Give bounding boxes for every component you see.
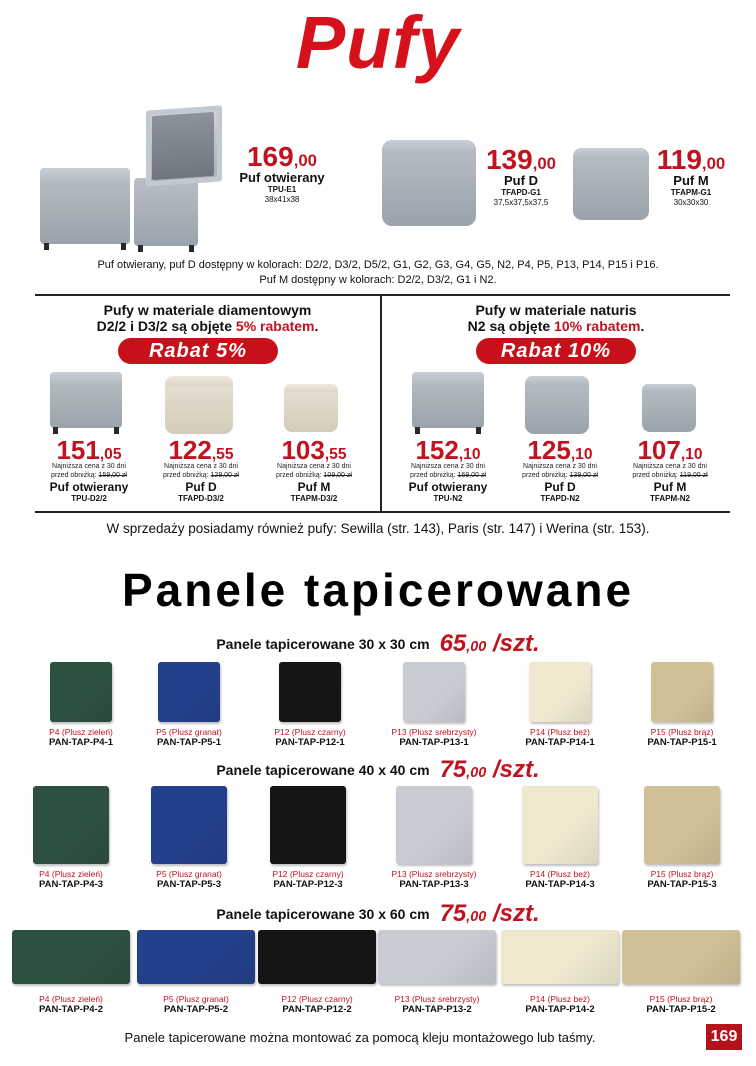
product-name: Puf M (653, 479, 687, 494)
panel-color-name: P15 (Plusz brąz) (650, 869, 714, 879)
price: 139,00 (485, 144, 557, 175)
price: 75,00 /szt. (439, 900, 540, 927)
panel-swatch (158, 662, 220, 722)
product-code: TPU-E1 (267, 185, 297, 195)
panel-caption (136, 994, 256, 1016)
product-name: Puf M (673, 173, 709, 188)
page-number: 169 (706, 1024, 742, 1050)
panel-swatch (258, 930, 376, 984)
lowest-price-note: Najniższa cena z 30 dni przed obniżką: 119,00 zł (632, 463, 708, 479)
panel-size-label: Panele tapicerowane 40 x 40 cm (216, 762, 430, 778)
panel-code: PAN-TAP-P14-1 (525, 737, 595, 749)
panel-swatch (33, 786, 109, 864)
panel-size-header (0, 902, 756, 926)
panel-color-name: P13 (Plusz srebrzysty) (391, 727, 477, 737)
sale-item (145, 437, 257, 503)
panel-caption (621, 994, 741, 1016)
product-name: Puf otwierany (408, 479, 488, 494)
panel-swatch (50, 662, 112, 722)
panel-color-name: P15 (Plusz brąz) (650, 727, 714, 737)
panel-caption (21, 727, 141, 749)
price: 152,10 (415, 435, 481, 465)
panel-code: PAN-TAP-P5-3 (156, 879, 222, 891)
panel-swatch (403, 662, 465, 722)
panel-code: PAN-TAP-P12-1 (275, 737, 345, 749)
divider (35, 294, 730, 296)
discount-badge: Rabat 5% (118, 338, 278, 364)
lowest-price-note: Najniższa cena z 30 dni przed obniżką: 169,00 zł (410, 463, 486, 479)
product-dimensions: 38x41x38 (264, 194, 300, 204)
panel-code: PAN-TAP-P15-2 (646, 1004, 716, 1016)
promo-heading-line: D2/2 i D3/2 są objęte 5% rabatem. (96, 318, 319, 335)
pouf-image (50, 372, 122, 428)
product-name: Puf otwierany (49, 479, 129, 494)
panel-swatch (501, 930, 619, 984)
footer-note: Panele tapicerowane można montować za pomocą kleju montażowego lub taśmy. (124, 1030, 596, 1045)
panel-caption (374, 727, 494, 749)
promo-heading-line: N2 są objęte 10% rabatem. (467, 318, 645, 335)
promo-heading (382, 302, 730, 334)
product-code: TPU-D2/2 (71, 493, 107, 503)
pouf-open-image (134, 178, 198, 246)
panel-caption (129, 869, 249, 891)
panel-color-name: P4 (Plusz zieleń) (39, 869, 103, 879)
panel-code: PAN-TAP-P13-1 (399, 737, 469, 749)
panel-code: PAN-TAP-P4-1 (48, 737, 114, 749)
panel-color-name: P12 (Plusz czarny) (272, 869, 344, 879)
panel-caption (250, 727, 370, 749)
panel-caption (500, 727, 620, 749)
panel-swatch (270, 786, 346, 864)
panel-code: PAN-TAP-P4-2 (38, 1004, 104, 1016)
panel-color-name: P15 (Plusz brąz) (649, 994, 713, 1004)
pouf-image (412, 372, 484, 428)
discount-badge: Rabat 10% (476, 338, 636, 364)
colors-info (0, 258, 756, 288)
lowest-price-note: Najniższa cena z 30 dni przed obniżką: 129,00 zł (163, 463, 239, 479)
product-code: TFAPM-N2 (650, 493, 690, 503)
pouf-image (382, 140, 476, 226)
colors-info-line: Puf otwierany, puf D dostępny w kolorach: D2/2, D3/2, D5/2, G1, G2, G3, G4, G5, N2, P4, P5, P13, P14, P15 i P16. (97, 259, 659, 271)
panel-color-name: P13 (Plusz srebrzysty) (391, 869, 477, 879)
panel-color-name: P14 (Plusz beż) (530, 869, 590, 879)
divider (35, 511, 730, 513)
price: 75,00 /szt. (439, 756, 540, 783)
panel-color-name: P12 (Plusz czarny) (281, 994, 353, 1004)
product-dimensions: 37,5x37,5x37,5 (493, 197, 549, 207)
pouf-interior-image (152, 112, 214, 180)
pouf-image (165, 376, 233, 434)
panel-swatch (378, 930, 496, 984)
panel-color-name: P4 (Plusz zieleń) (39, 994, 103, 1004)
panel-swatch (651, 662, 713, 722)
sale-item (504, 437, 616, 503)
product-info (476, 146, 566, 207)
panel-swatch (279, 662, 341, 722)
panel-caption (129, 727, 249, 749)
sale-item (34, 437, 144, 503)
panel-color-name: P5 (Plusz granat) (156, 869, 222, 879)
lowest-price-note: Najniższa cena z 30 dni przed obniżką: 159,00 zł (51, 463, 127, 479)
panel-caption (257, 994, 377, 1016)
panel-caption (374, 869, 494, 891)
promo-heading (35, 302, 380, 334)
panel-code: PAN-TAP-P15-1 (647, 737, 717, 749)
price: 107,10 (637, 435, 703, 465)
panel-code: PAN-TAP-P5-1 (156, 737, 222, 749)
product-name: Puf D (185, 479, 217, 494)
pouf-image (573, 148, 649, 220)
panel-code: PAN-TAP-P15-3 (647, 879, 717, 891)
pouf-image (284, 384, 338, 432)
panel-swatch (529, 662, 591, 722)
panel-size-header (0, 758, 756, 782)
price: 151,05 (56, 435, 122, 465)
promo-heading-line: Pufy w materiale naturis (475, 302, 637, 318)
panel-caption (622, 727, 742, 749)
panel-color-name: P12 (Plusz czarny) (274, 727, 346, 737)
panel-code: PAN-TAP-P12-2 (282, 1004, 352, 1016)
panel-caption (500, 994, 620, 1016)
panel-code: PAN-TAP-P14-2 (525, 1004, 595, 1016)
panel-swatch (151, 786, 227, 864)
panel-code: PAN-TAP-P5-2 (163, 1004, 229, 1016)
sale-item (258, 437, 370, 503)
panel-swatch (12, 930, 130, 984)
lowest-price-note: Najniższa cena z 30 dni przed obniżką: 139,00 zł (522, 463, 598, 479)
product-code: TFAPD-G1 (501, 188, 541, 198)
sale-item (392, 437, 504, 503)
panel-code: PAN-TAP-P14-3 (525, 879, 595, 891)
pouf-image (525, 376, 589, 434)
panel-swatch (396, 786, 472, 864)
price: 169,00 (246, 141, 318, 172)
promo-heading-line: Pufy w materiale diamentowym (103, 302, 312, 318)
panel-caption (622, 869, 742, 891)
product-name: Puf otwierany (239, 170, 325, 185)
product-name: Puf M (297, 479, 331, 494)
page-title: Pufy (295, 1, 461, 84)
pouf-image (40, 168, 130, 244)
panel-code: PAN-TAP-P13-2 (402, 1004, 472, 1016)
related-products-note: W sprzedaży posiadamy również pufy: Sewilla (str. 143), Paris (str. 147) i Werina (str. 153). (106, 521, 650, 536)
panel-color-name: P14 (Plusz beż) (530, 994, 590, 1004)
panel-color-name: P5 (Plusz granat) (156, 727, 222, 737)
product-name: Puf D (504, 173, 538, 188)
panel-color-name: P4 (Plusz zieleń) (49, 727, 113, 737)
pouf-image (642, 384, 696, 432)
panel-caption (248, 869, 368, 891)
product-dimensions: 30x30x30 (673, 197, 709, 207)
price: 65,00 /szt. (439, 630, 540, 657)
panel-caption (11, 869, 131, 891)
product-code: TFAPM-G1 (670, 188, 712, 198)
product-info (646, 146, 736, 207)
product-code: TFAPD-D3/2 (178, 493, 224, 503)
panel-color-name: P13 (Plusz srebrzysty) (394, 994, 480, 1004)
price: 122,55 (168, 435, 234, 465)
colors-info-line: Puf M dostępny w kolorach: D2/2, D3/2, G1 i N2. (259, 273, 497, 286)
panel-code: PAN-TAP-P13-3 (399, 879, 469, 891)
product-code: TFAPD-N2 (540, 493, 580, 503)
panel-size-label: Panele tapicerowane 30 x 60 cm (216, 906, 430, 922)
panel-size-label: Panele tapicerowane 30 x 30 cm (216, 636, 430, 652)
panel-code: PAN-TAP-P4-3 (38, 879, 104, 891)
product-code: TFAPM-D3/2 (290, 493, 338, 503)
panel-caption (377, 994, 497, 1016)
price: 119,00 (656, 144, 726, 175)
panel-code: PAN-TAP-P12-3 (273, 879, 343, 891)
panel-color-name: P14 (Plusz beż) (530, 727, 590, 737)
panel-swatch (137, 930, 255, 984)
product-info (232, 143, 332, 204)
product-name: Puf D (544, 479, 576, 494)
panel-color-name: P5 (Plusz granat) (163, 994, 229, 1004)
sale-item (614, 437, 726, 503)
price: 103,55 (281, 435, 347, 465)
price: 125,10 (527, 435, 593, 465)
panel-swatch (644, 786, 720, 864)
panel-caption (11, 994, 131, 1016)
lowest-price-note: Najniższa cena z 30 dni przed obniżką: 109,00 zł (276, 463, 352, 479)
panel-size-header (0, 632, 756, 656)
section-title: Panele tapicerowane (121, 564, 635, 616)
panel-swatch (522, 786, 598, 864)
product-code: TPU-N2 (433, 493, 463, 503)
panel-swatch (622, 930, 740, 984)
panel-caption (500, 869, 620, 891)
